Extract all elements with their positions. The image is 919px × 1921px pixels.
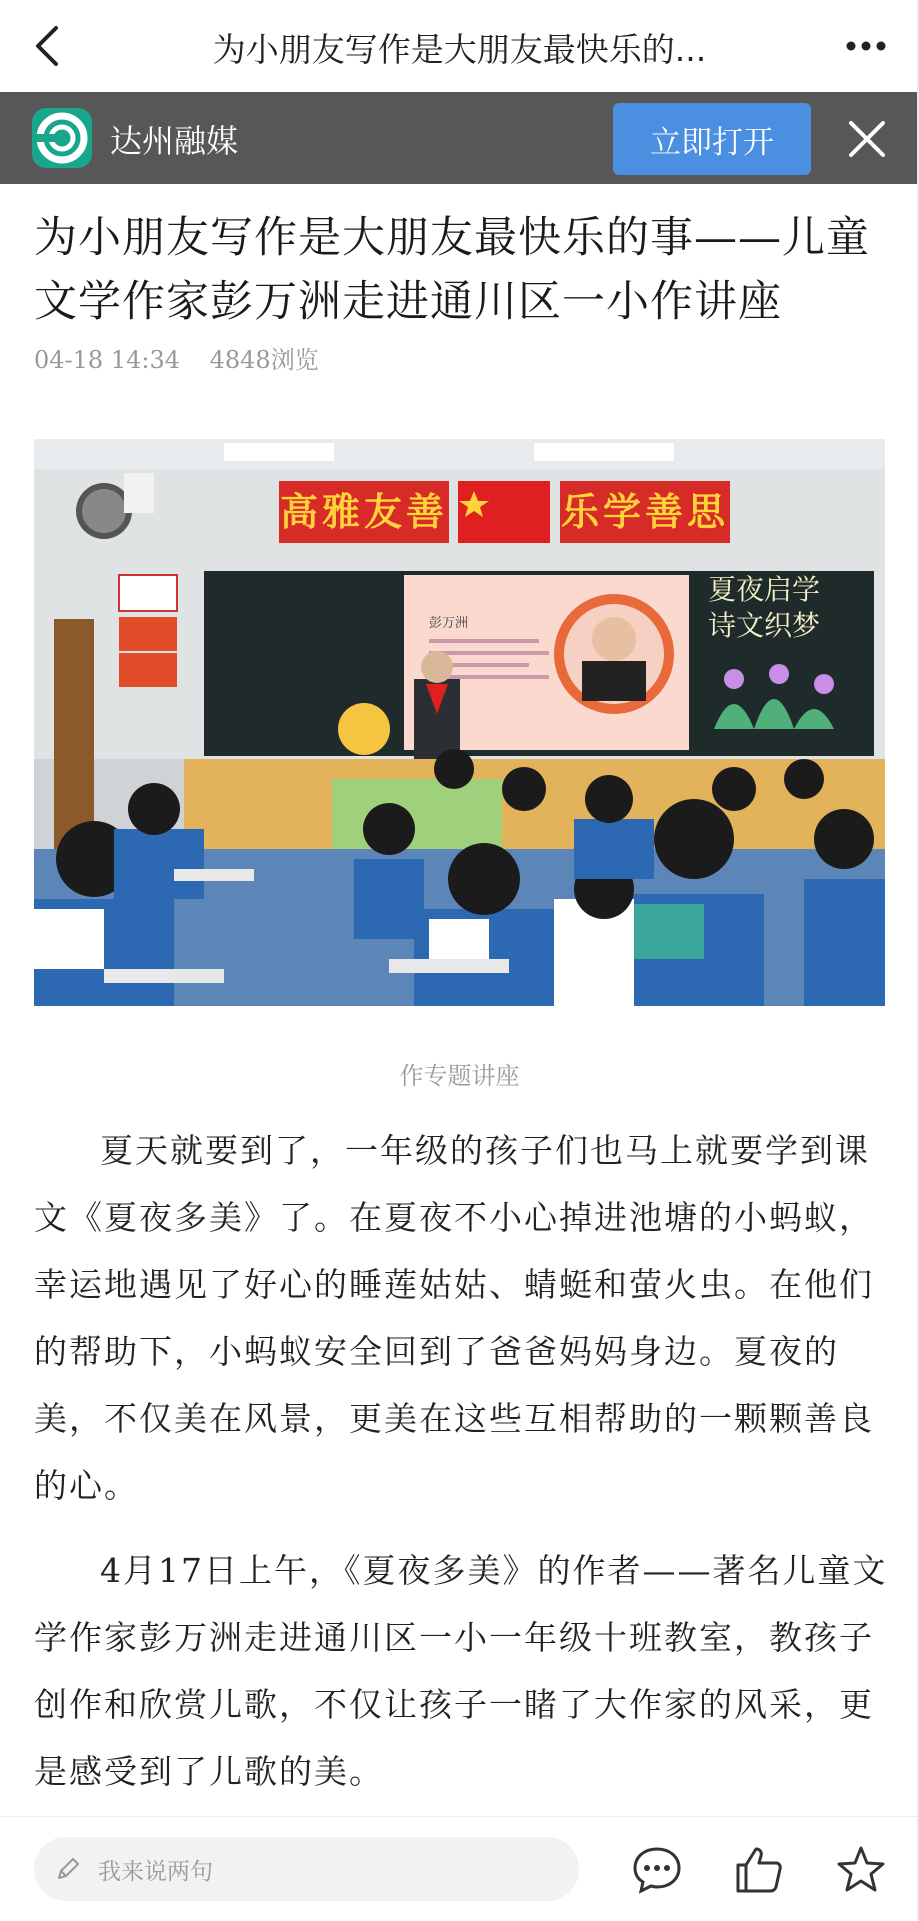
view-count: 4848浏览: [209, 346, 319, 374]
bottom-action-bar: [0, 1816, 919, 1921]
banner-text-left: 高雅友善: [279, 490, 449, 534]
comment-placeholder: 我来说两句: [98, 1859, 213, 1885]
nav-title: 为小朋友写作是大朋友最快乐的...: [212, 30, 707, 69]
board-text-2: 诗文织梦: [707, 609, 821, 642]
article-paragraph-2: 4月17日上午，《夏夜多美》的作者——著名儿童文学作家彭万洲走进通川区一小一年级十班教室，教孩子创作和欣赏儿歌，不仅让孩子一睹了大作家的风采，更是感受到了儿歌的美。: [34, 1551, 888, 1791]
publish-date: 04-18 14:34: [34, 346, 180, 374]
article-photo[interactable]: [34, 439, 885, 1006]
like-icon[interactable]: [732, 1843, 786, 1897]
app-open-banner: [0, 92, 919, 184]
pencil-icon: [54, 1855, 82, 1883]
comment-input[interactable]: [34, 1837, 579, 1901]
close-icon[interactable]: [846, 118, 888, 160]
article-paragraph-1: 夏天就要到了，一年级的孩子们也马上就要学到课文《夏夜多美》了。在夏夜不小心掉进池塘的小蚂蚁，幸运地遇见了好心的睡莲姑姑、蜻蜓和萤火虫。在他们的帮助下，小蚂蚁安全回到了爸爸妈妈身边。夏夜的美，不仅美在风景，更美在这些互相帮助的一颗颗善良的心。: [34, 1131, 874, 1505]
board-text-1: 夏夜启学: [707, 573, 821, 606]
article-title: 为小朋友写作是大朋友最快乐的事——儿童文学作家彭万洲走进通川区一小作讲座: [34, 213, 870, 327]
banner-text-right: 乐学善思: [560, 490, 730, 534]
open-app-button[interactable]: 立即打开: [613, 103, 811, 175]
back-chevron-icon[interactable]: [26, 22, 74, 70]
app-name: 达州融媒: [110, 122, 239, 160]
screen-name: 彭万洲: [429, 616, 469, 631]
photo-caption: 作专题讲座: [399, 1062, 520, 1090]
more-dots-icon[interactable]: [843, 30, 889, 62]
star-icon[interactable]: [834, 1843, 888, 1897]
comment-icon[interactable]: [630, 1843, 684, 1897]
top-nav-bar: [0, 0, 919, 92]
article-meta: [34, 340, 341, 375]
app-logo: [32, 108, 92, 168]
